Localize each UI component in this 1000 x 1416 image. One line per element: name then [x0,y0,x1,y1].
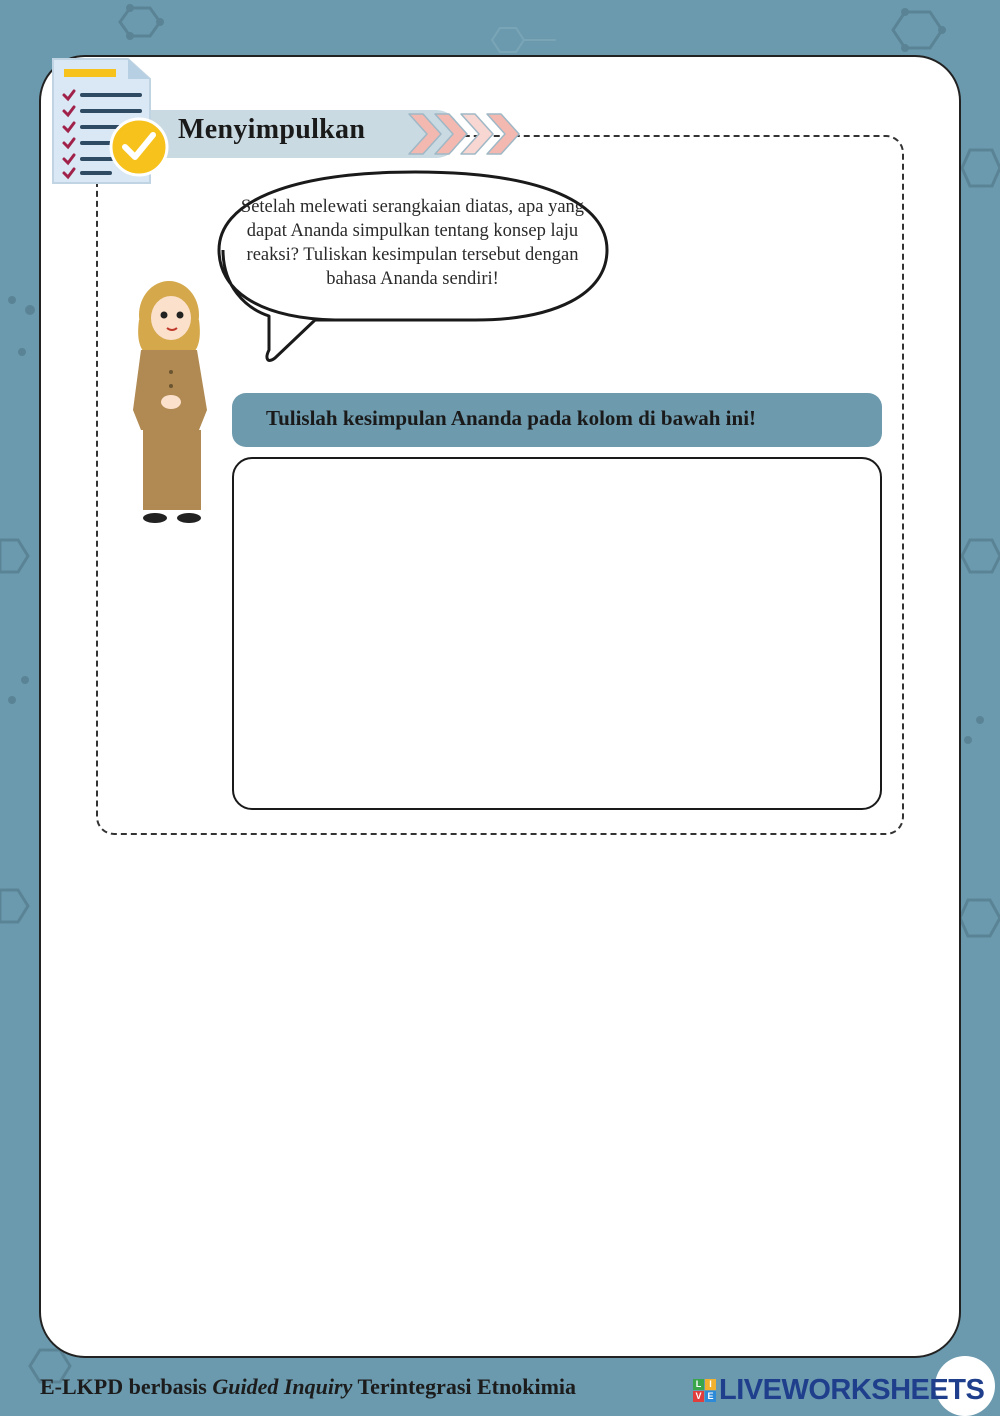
teacher-character-illustration [125,280,215,530]
section-title: Menyimpulkan [178,114,366,145]
footer-prefix: E-LKPD berbasis [40,1374,213,1399]
instruction-text: Tulislah kesimpulan Ananda pada kolom di bawah ini! [266,406,757,430]
badge-letter-l: L [693,1379,704,1390]
checklist-icon [50,55,175,190]
footer-title [40,1374,576,1400]
badge-letter-e: E [705,1391,716,1402]
conclusion-answer-field[interactable] [232,457,882,810]
badge-letter-v: V [693,1391,704,1402]
speech-bubble-text: Setelah melewati serangkaian diatas, apa yang dapat Ananda simpulkan tentang konsep laju reaksi? Tuliskan kesimpulan tersebut dengan bahasa Ananda sendiri! [240,197,585,289]
liveworksheets-badge-icon [693,1379,716,1402]
footer-suffix: Terintegrasi Etnokimia [352,1374,577,1399]
badge-letter-i: I [705,1379,716,1390]
liveworksheets-logo[interactable] [693,1374,984,1406]
footer-italic: Guided Inquiry [212,1374,353,1399]
liveworksheets-logo-text: LIVEWORKSHEETS [719,1373,985,1406]
chevron-arrows-icon [405,112,530,156]
